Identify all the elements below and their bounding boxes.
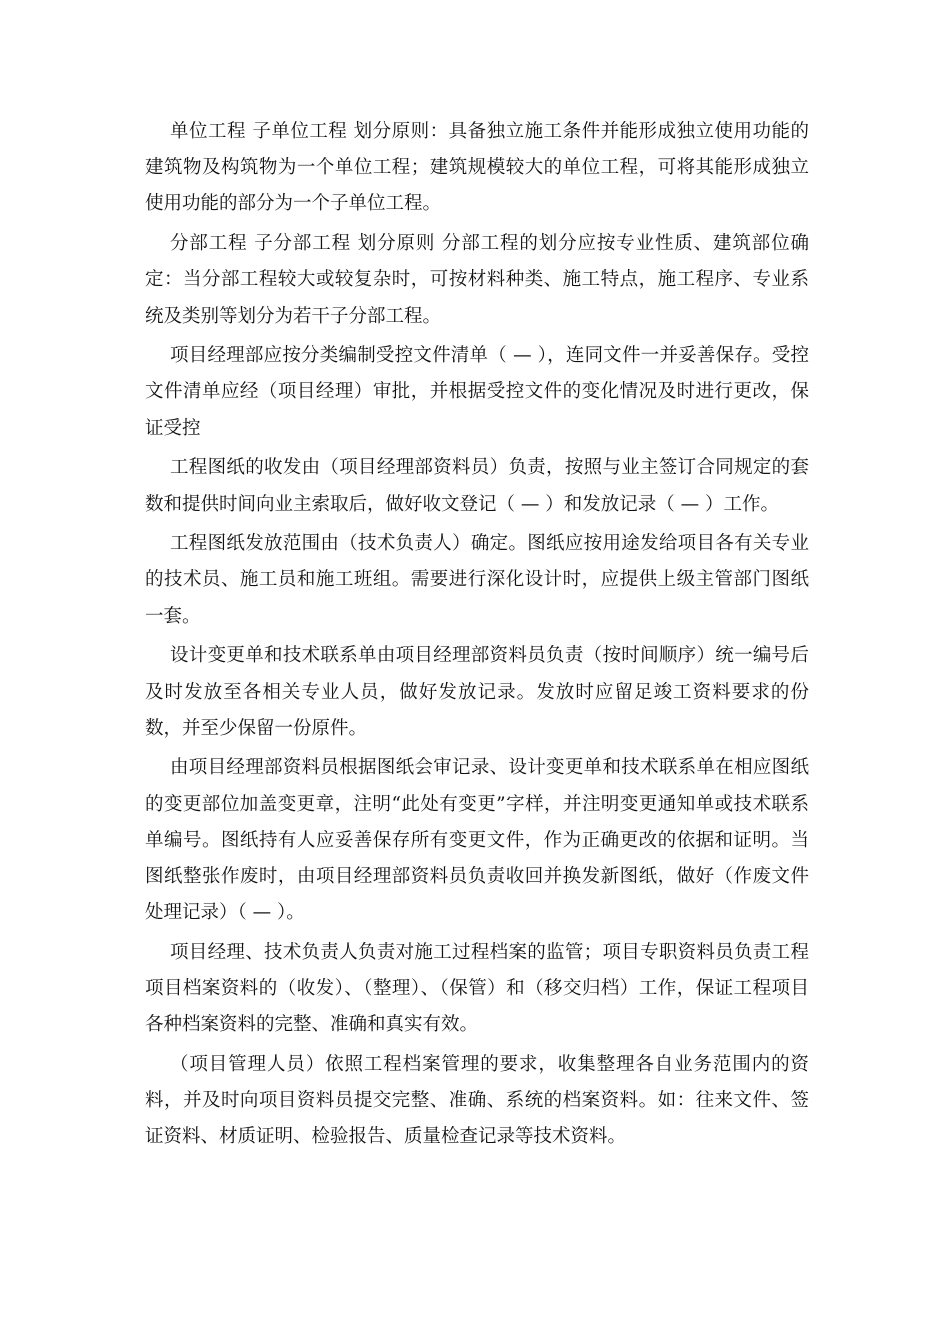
document-page — [145, 114, 809, 1159]
paragraph-drawing-receipt: 工程图纸的收发由（项目经理部资料员）负责，按照与业主签订合同规定的套数和提供时间向业主索取后，做好收文登记（ — ）和发放记录（ — ）工作。 — [145, 457, 809, 515]
paragraph-design-change: 设计变更单和技术联系单由项目经理部资料员负责（按时间顺序）统一编号后及时发放至各相关专业人员，做好发放记录。发放时应留足竣工资料要求的份数，并至少保留一份原件。 — [145, 645, 809, 739]
paragraph-unit-project: 单位工程 子单位工程 划分原则：具备独立施工条件并能形成独立使用功能的建筑物及构筑物为一个单位工程；建筑规模较大的单位工程，可将其能形成独立使用功能的部分为一个子单位工程。 — [145, 121, 809, 215]
paragraph-change-stamp: 由项目经理部资料员根据图纸会审记录、设计变更单和技术联系单在相应图纸的变更部位加盖变更章，注明“此处有变更”字样，并注明变更通知单或技术联系单编号。图纸持有人应妥善保存所有变更文件，作为正确更改的依据和证明。当图纸整张作废时，由项目经理部资料员负责收回并换发新图纸，做好（作废文件处理记录）（ — ）。 — [145, 757, 809, 924]
paragraph-controlled-documents: 项目经理部应按分类编制受控文件清单（ — ），连同文件一并妥善保存。受控文件清单应经（项目经理）审批，并根据受控文件的变化情况及时进行更改，保证受控 — [145, 345, 809, 439]
paragraph-drawing-distribution: 工程图纸发放范围由（技术负责人）确定。图纸应按用途发给项目各有关专业的技术员、施工员和施工班组。需要进行深化设计时，应提供上级主管部门图纸一套。 — [145, 533, 809, 627]
paragraph-staff-collection: （项目管理人员）依照工程档案管理的要求，收集整理各自业务范围内的资料，并及时向项目资料员提交完整、准确、系统的档案资料。如：往来文件、签证资料、材质证明、检验报告、质量检查记录等技术资料。 — [145, 1054, 809, 1148]
paragraph-division-project: 分部工程 子分部工程 划分原则 分部工程的划分应按专业性质、建筑部位确定：当分部工程较大或较复杂时，可按材料种类、施工特点，施工程序、专业系统及类别等划分为若干子分部工程。 — [145, 233, 809, 327]
paragraph-archive-supervision: 项目经理、技术负责人负责对施工过程档案的监管；项目专职资料员负责工程项目档案资料的（收发）、（整理）、（保管）和（移交归档）工作，保证工程项目各种档案资料的完整、准确和真实有效。 — [145, 941, 809, 1036]
